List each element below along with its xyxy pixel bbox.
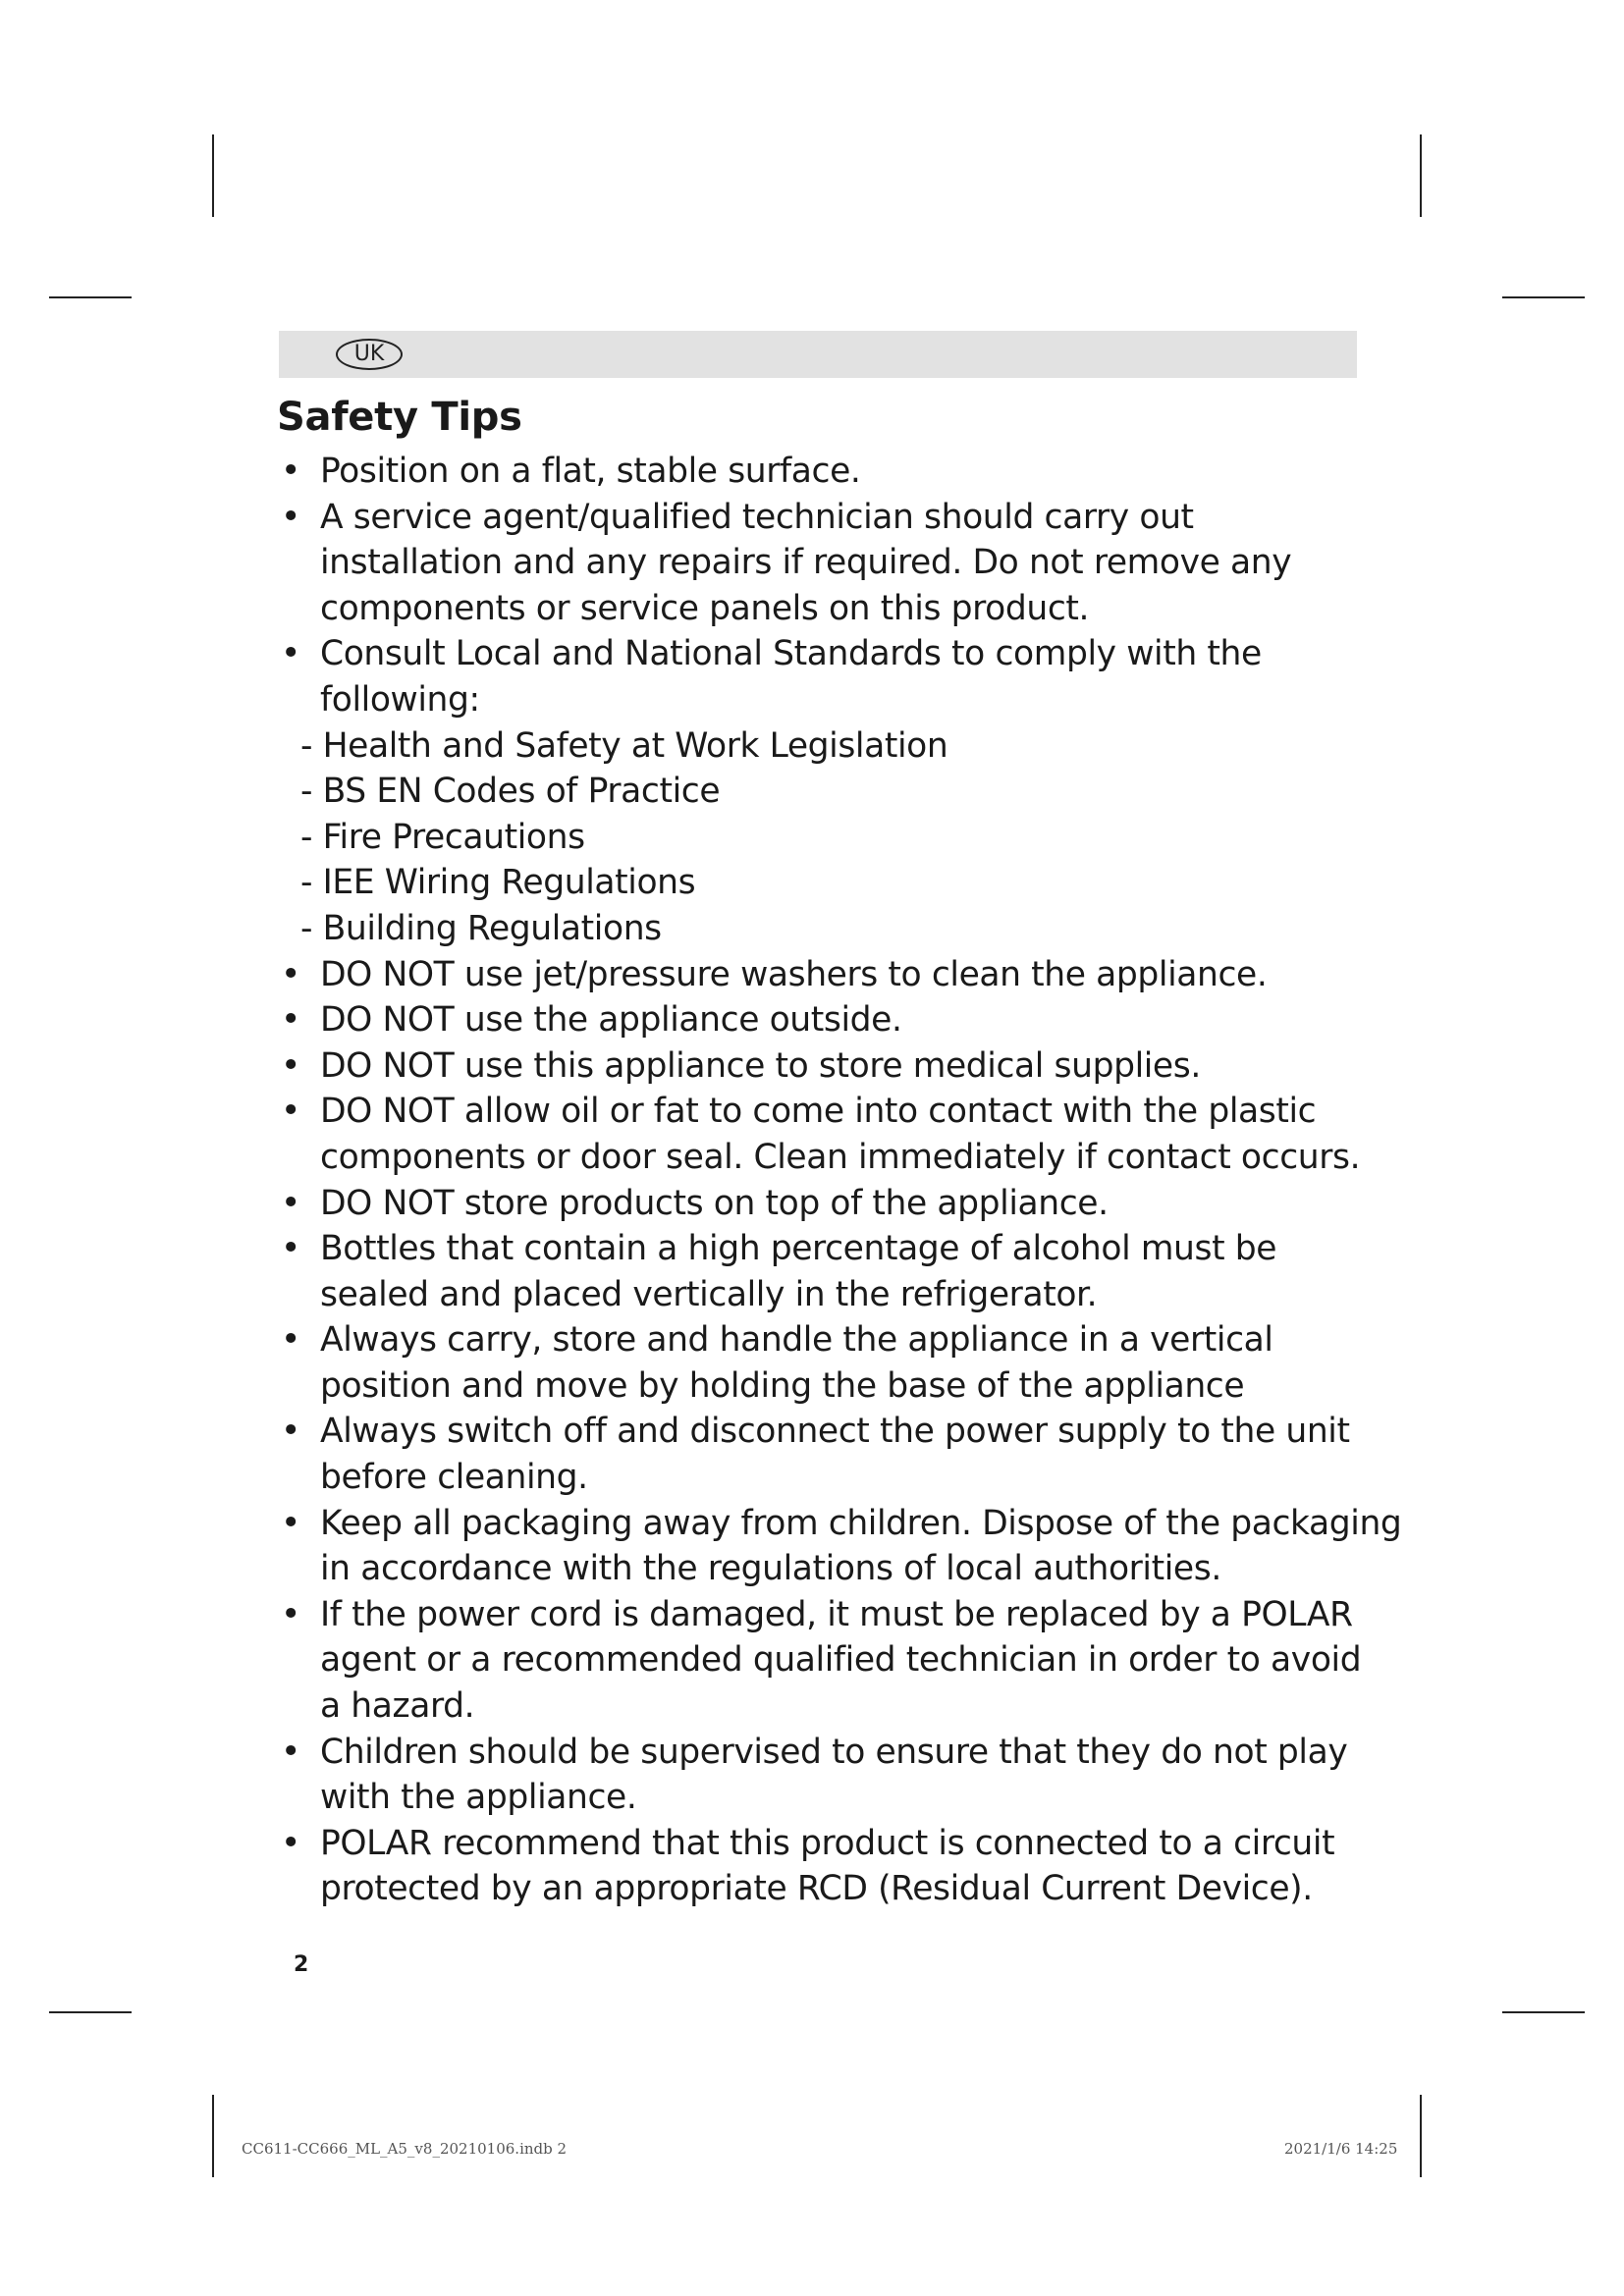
crop-mark-right-upper [1502, 296, 1585, 298]
sub-item [277, 906, 1367, 952]
item-text: components or service panels on this product. [320, 588, 1090, 628]
language-badge: UK [336, 339, 403, 370]
bullet-continuation [277, 677, 1367, 723]
bullet-continuation [277, 1135, 1367, 1181]
bullet-icon: • [281, 1732, 300, 1772]
sub-item [277, 815, 1367, 861]
bullet-icon: • [281, 634, 300, 674]
bullet-item [277, 952, 1367, 998]
crop-mark-bottom-left [212, 2095, 214, 2177]
bullet-icon: • [281, 1503, 300, 1543]
bullet-item [277, 997, 1367, 1043]
footer-datetime: 2021/1/6 14:25 [1284, 2140, 1398, 2158]
item-text: agent or a recommended qualified technician in order to avoid [320, 1640, 1362, 1681]
bullet-item [277, 1409, 1367, 1455]
item-text: - IEE Wiring Regulations [300, 863, 696, 903]
bullet-icon: • [281, 1823, 300, 1863]
crop-mark-left-lower [49, 2011, 132, 2013]
bullet-icon: • [281, 1412, 300, 1452]
item-text: - Fire Precautions [300, 817, 585, 857]
item-text: Keep all packaging away from children. Dispose of the packaging [320, 1503, 1402, 1543]
bullet-continuation [277, 1455, 1367, 1501]
item-text: DO NOT use this appliance to store medical supplies. [320, 1045, 1201, 1086]
item-text: protected by an appropriate RCD (Residual Current Device). [320, 1869, 1313, 1909]
item-text: - Health and Safety at Work Legislation [300, 725, 948, 766]
bullet-item [277, 1592, 1367, 1638]
bullet-icon: • [281, 1092, 300, 1132]
language-bar [279, 331, 1357, 378]
crop-mark-bottom-right [1420, 2095, 1422, 2177]
bullet-icon: • [281, 1183, 300, 1223]
bullet-item [277, 631, 1367, 677]
bullet-continuation [277, 1272, 1367, 1318]
item-text: Children should be supervised to ensure that they do not play [320, 1732, 1348, 1772]
item-text: with the appliance. [320, 1778, 637, 1818]
bullet-continuation [277, 1363, 1367, 1410]
item-text: Position on a flat, stable surface. [320, 452, 861, 491]
bullet-item [277, 1181, 1367, 1227]
item-text: DO NOT use jet/pressure washers to clean the appliance. [320, 954, 1268, 994]
crop-mark-right-lower [1502, 2011, 1585, 2013]
bullet-icon: • [281, 452, 300, 491]
bullet-item [277, 449, 1367, 495]
safety-tips-list [277, 449, 1402, 1912]
item-text: Always carry, store and handle the appliance in a vertical [320, 1320, 1273, 1361]
bullet-continuation [277, 1866, 1367, 1912]
item-text: POLAR recommend that this product is connected to a circuit [320, 1823, 1335, 1863]
sub-item [277, 769, 1367, 815]
crop-mark-top-right [1420, 134, 1422, 217]
item-text: If the power cord is damaged, it must be replaced by a POLAR [320, 1594, 1353, 1634]
bullet-icon: • [281, 1320, 300, 1361]
item-text: in accordance with the regulations of local authorities. [320, 1549, 1221, 1589]
bullet-item [277, 1089, 1367, 1135]
bullet-icon: • [281, 1045, 300, 1086]
item-text: Bottles that contain a high percentage of alcohol must be [320, 1229, 1277, 1269]
item-text: components or door seal. Clean immediately if contact occurs. [320, 1137, 1361, 1177]
item-text: a hazard. [320, 1686, 475, 1727]
item-text: following: [320, 679, 480, 720]
sub-item [277, 723, 1367, 770]
item-text: Consult Local and National Standards to comply with the [320, 634, 1262, 674]
footer-file-name: CC611-CC666_ML_A5_v8_20210106.indb 2 [242, 2140, 568, 2158]
item-text: DO NOT allow oil or fat to come into contact with the plastic [320, 1092, 1317, 1132]
item-text: DO NOT use the appliance outside. [320, 1000, 902, 1041]
item-text: installation and any repairs if required. Do not remove any [320, 543, 1292, 583]
bullet-icon: • [281, 1229, 300, 1269]
bullet-continuation [277, 1546, 1367, 1592]
bullet-item [277, 1317, 1367, 1363]
bullet-continuation [277, 1637, 1367, 1683]
page-number: 2 [294, 1952, 309, 1977]
bullet-item [277, 1226, 1367, 1272]
bullet-item [277, 495, 1367, 541]
bullet-continuation [277, 1775, 1367, 1821]
bullet-continuation [277, 540, 1367, 586]
crop-mark-left-upper [49, 296, 132, 298]
bullet-item [277, 1043, 1367, 1090]
page-title: Safety Tips [277, 395, 522, 440]
bullet-continuation [277, 1683, 1367, 1730]
item-text: - Building Regulations [300, 908, 662, 948]
item-text: A service agent/qualified technician should carry out [320, 497, 1194, 537]
item-text: DO NOT store products on top of the appliance. [320, 1183, 1109, 1223]
item-text: sealed and placed vertically in the refrigerator. [320, 1274, 1098, 1314]
bullet-item [277, 1501, 1402, 1547]
bullet-icon: • [281, 1594, 300, 1634]
item-text: before cleaning. [320, 1458, 588, 1498]
bullet-icon: • [281, 497, 300, 537]
sub-item [277, 860, 1367, 906]
bullet-continuation [277, 586, 1367, 632]
bullet-icon: • [281, 954, 300, 994]
bullet-item [277, 1821, 1367, 1867]
item-text: - BS EN Codes of Practice [300, 772, 721, 812]
bullet-item [277, 1730, 1367, 1776]
bullet-icon: • [281, 1000, 300, 1041]
item-text: position and move by holding the base of the appliance [320, 1365, 1245, 1406]
item-text: Always switch off and disconnect the power supply to the unit [320, 1412, 1350, 1452]
crop-mark-top-left [212, 134, 214, 217]
